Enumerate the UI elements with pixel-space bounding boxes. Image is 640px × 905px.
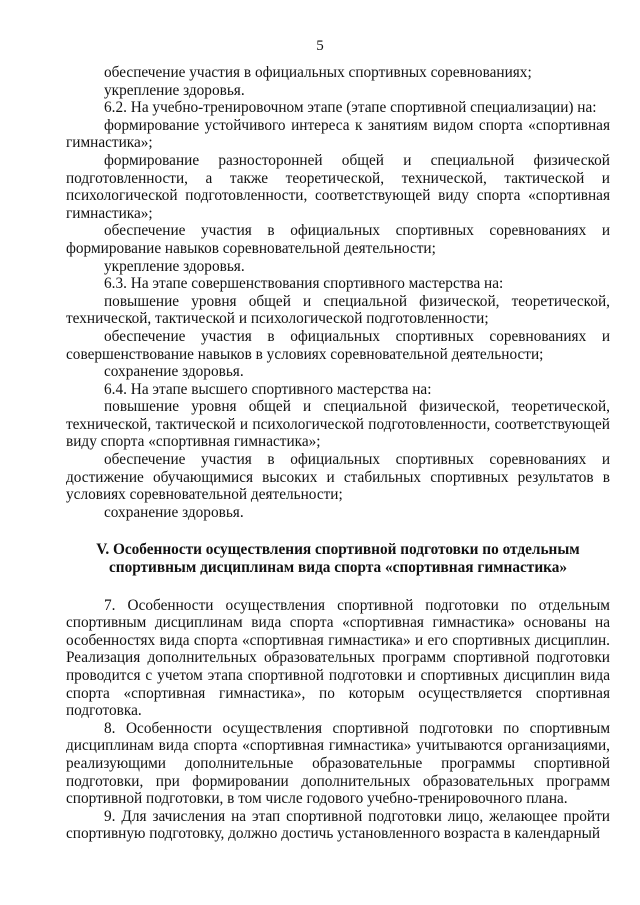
list-item: формирование устойчивого интереса к занятиям видом спорта «спортивная гимнастика»;: [66, 116, 610, 152]
document-body: [66, 64, 610, 843]
clause-heading: 6.2. На учебно-тренировочном этапе (этапе спортивной специализации) на:: [104, 99, 597, 117]
list-item: обеспечение участия в официальных спортивных соревнованиях и формирование навыков соревновательной деятельности;: [66, 222, 610, 257]
section-heading: V. Особенности осуществления спортивной подготовки по отдельным спортивным дисциплинам вида спорта «спортивная гимнастика»: [96, 541, 580, 577]
list-item: сохранение здоровья.: [104, 363, 244, 381]
list-item: укрепление здоровья.: [104, 81, 245, 99]
list-item: обеспечение участия в официальных спортивных соревнованиях;: [104, 64, 532, 81]
list-item: повышение уровня общей и специальной физической, теоретической, технической, тактической и психологической подготовленности;: [66, 292, 610, 328]
list-item: обеспечение участия в официальных спортивных соревнованиях и достижение обучающимися высоких и стабильных спортивных результатов в условиях соревновательной деятельности;: [66, 451, 610, 504]
body-paragraph: 8. Особенности осуществления спортивной подготовки по спортивным дисциплинам вида спорта «спортивная гимнастика» учитываются организациями, реализующими дополнительные образовательные программы спортивной подготовки, при формировании дополнительных образовательных программ спортивной подготовки, в том числе годового учебно-тренировочного плана.: [66, 719, 610, 808]
list-item: укрепление здоровья.: [104, 257, 245, 275]
list-item: обеспечение участия в официальных спортивных соревнованиях и совершенствование навыков в условиях соревновательной деятельности;: [66, 327, 610, 363]
body-paragraph: 9. Для зачисления на этап спортивной подготовки лицо, желающее пройти спортивную подготовку, должно достичь установленного возраста в календарный: [66, 807, 610, 843]
clause-heading: 6.3. На этапе совершенствования спортивного мастерства на:: [104, 275, 504, 293]
body-paragraph: 7. Особенности осуществления спортивной подготовки по отдельным спортивным дисциплинам вида спорта «спортивная гимнастика» основаны на особенностях вида спорта «спортивная гимнастика» и его спортивных дисциплин. Реализация дополнительных образовательных программ спортивной подготовки проводится с учетом этапа спортивной подготовки и спортивных дисциплин вида спорта «спортивная гимнастика», по которым осуществляется спортивная подготовка.: [66, 596, 610, 720]
list-item: сохранение здоровья.: [104, 503, 244, 521]
clause-heading: 6.4. На этапе высшего спортивного мастерства на:: [104, 380, 432, 398]
list-item: формирование разносторонней общей и специальной физической подготовленности, а также теоретической, технической, тактической и психологической подготовленности, соответствующей виду спорта «спортивная гимнастика»;: [66, 151, 610, 222]
list-item: повышение уровня общей и специальной физической, теоретической, технической, тактической и психологической подготовленности, соответствующей виду спорта «спортивная гимнастика»;: [66, 398, 610, 451]
page-number: 5: [316, 38, 324, 54]
